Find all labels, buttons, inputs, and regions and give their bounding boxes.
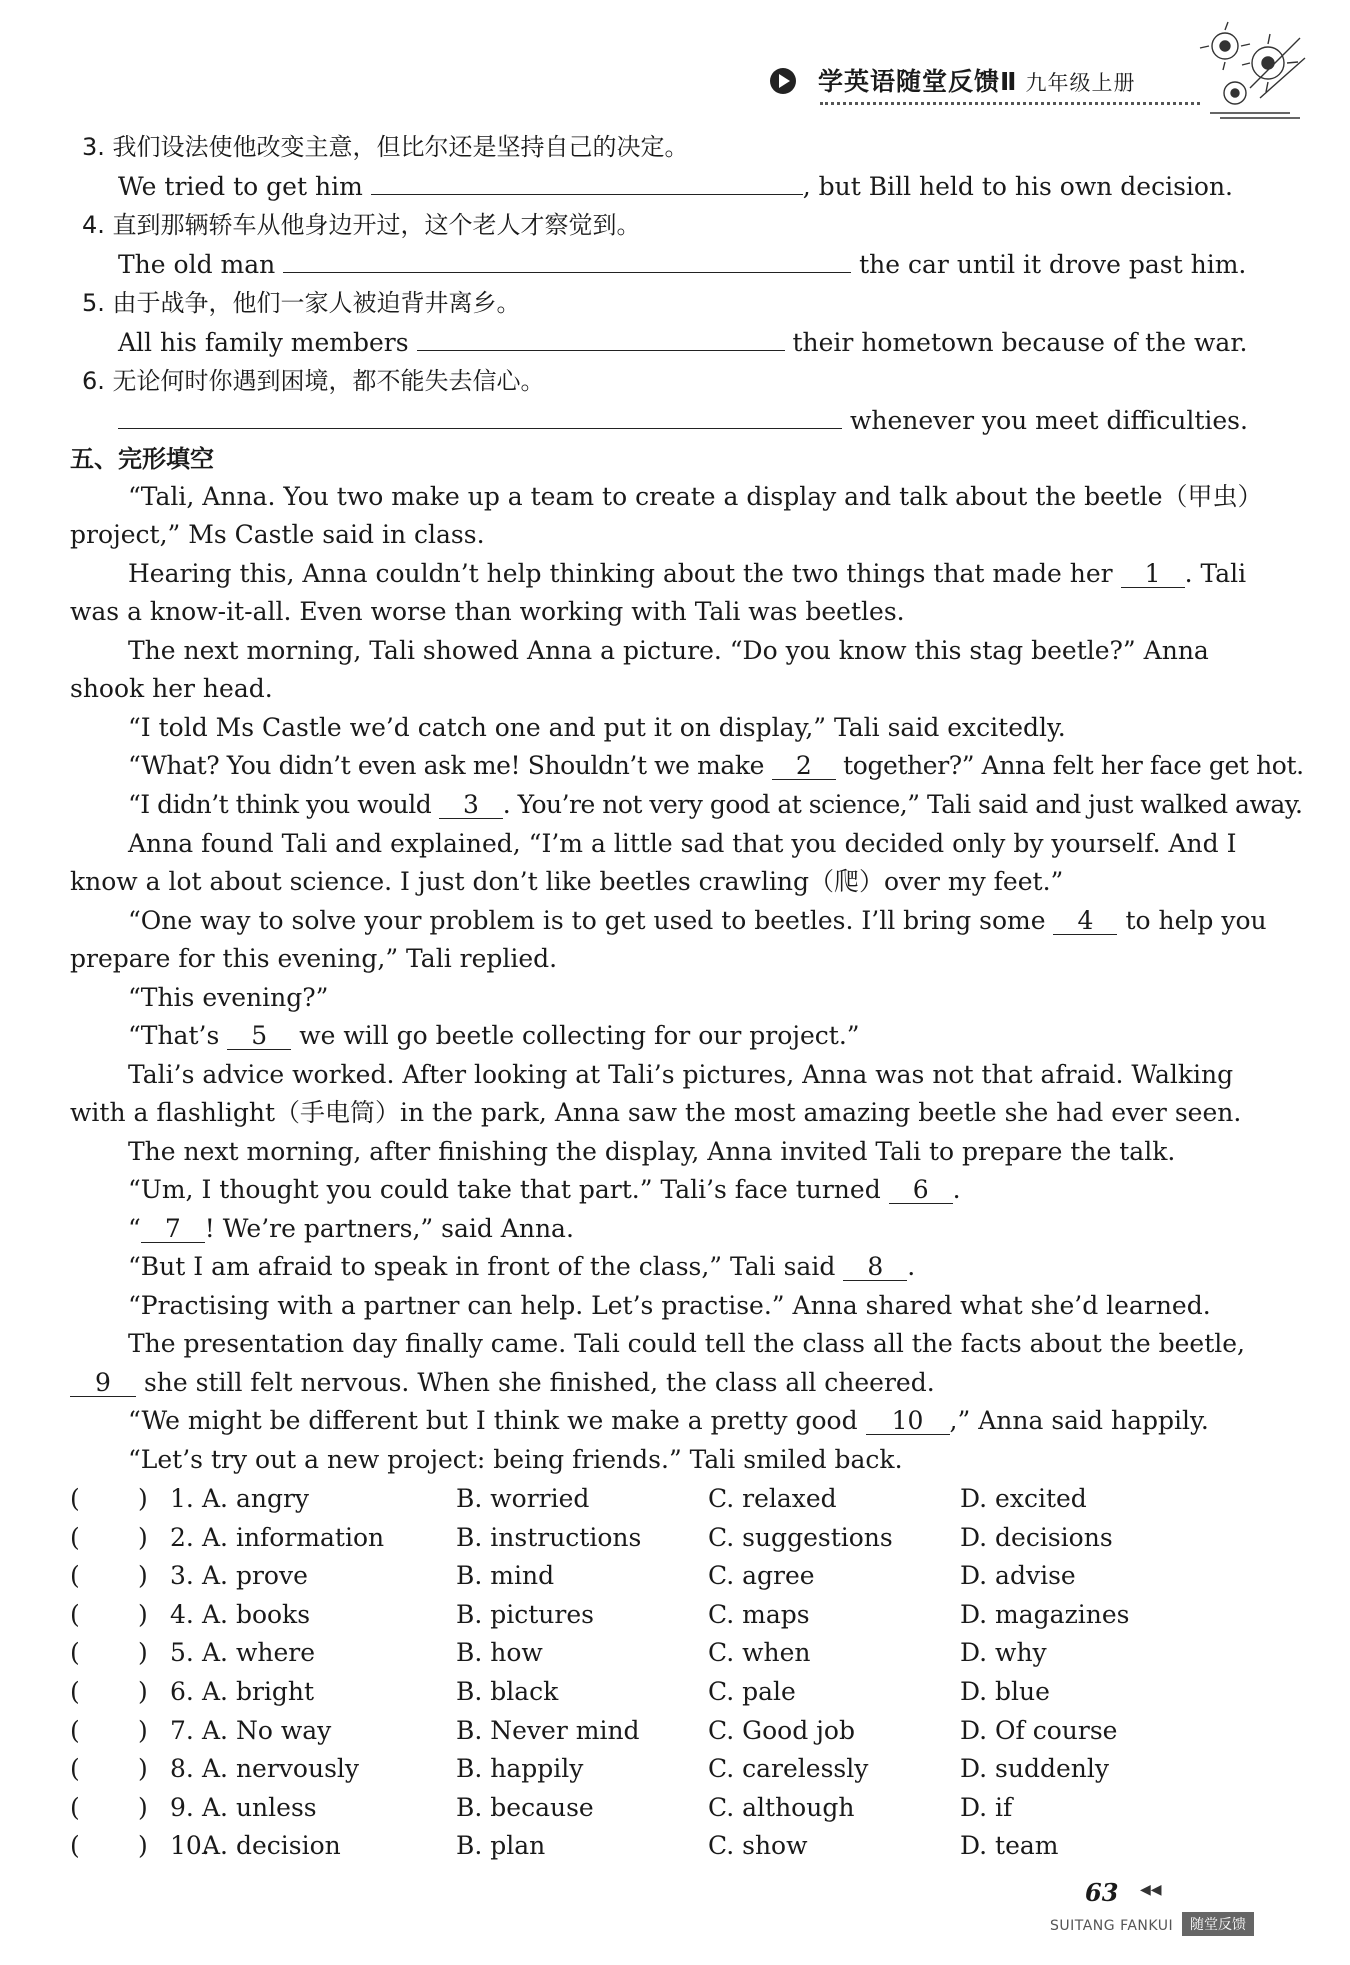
option-b[interactable]: B. black bbox=[456, 1677, 559, 1706]
option-d[interactable]: D. suddenly bbox=[960, 1754, 1109, 1784]
option-d[interactable]: D. advise bbox=[960, 1561, 1076, 1591]
passage-line: “Tali, Anna. You two make up a team to create a display and talk about the beetle（甲虫） bbox=[128, 482, 1263, 511]
footer-tag: 随堂反馈 bbox=[1182, 1912, 1254, 1936]
question-number: 9. bbox=[170, 1792, 194, 1822]
cloze-blank-10[interactable]: 10 bbox=[866, 1408, 950, 1435]
passage-line: prepare for this evening,” Tali replied. bbox=[70, 944, 558, 973]
answer-paren-close: ) bbox=[138, 1522, 148, 1552]
passage-line: The next morning, after finishing the display, Anna invited Tali to prepare the talk. bbox=[128, 1137, 1176, 1166]
cloze-blank-6[interactable]: 6 bbox=[889, 1177, 953, 1204]
footer-brand: SUITANG FANKUI bbox=[1050, 1918, 1174, 1934]
option-a[interactable]: A. books bbox=[202, 1599, 311, 1629]
option-c[interactable]: C. agree bbox=[708, 1561, 815, 1591]
answer-paren-open[interactable]: ( bbox=[70, 1522, 80, 1552]
passage-line: “But I am afraid to speak in front of the class,” Tali said 8 . bbox=[128, 1252, 916, 1281]
page-header bbox=[770, 60, 1190, 110]
book-subtitle: 九年级上册 bbox=[1025, 71, 1136, 95]
answer-paren-open[interactable]: ( bbox=[70, 1754, 80, 1784]
option-a[interactable]: A. information bbox=[202, 1522, 385, 1552]
answer-paren-close: ) bbox=[138, 1754, 148, 1784]
cloze-blank-5[interactable]: 5 bbox=[227, 1023, 291, 1050]
flower-decoration-icon bbox=[1190, 18, 1310, 128]
option-a[interactable]: A. bright bbox=[202, 1677, 315, 1706]
passage-line: Hearing this, Anna couldn’t help thinking about the two things that made her 1 . Tali bbox=[128, 559, 1247, 588]
question-row bbox=[70, 1754, 1270, 1786]
option-c[interactable]: C. relaxed bbox=[708, 1484, 837, 1513]
option-c[interactable]: C. show bbox=[708, 1831, 808, 1861]
question-row bbox=[70, 1677, 1270, 1709]
answer-paren-open[interactable]: ( bbox=[70, 1484, 80, 1513]
option-c[interactable]: C. pale bbox=[708, 1677, 796, 1706]
passage-line: was a know-it-all. Even worse than working with Tali was beetles. bbox=[70, 597, 905, 626]
passage-line: 9 she still felt nervous. When she finished, the class all cheered. bbox=[70, 1368, 935, 1398]
translation-6-english: whenever you meet difficulties. bbox=[118, 404, 1248, 436]
answer-paren-open[interactable]: ( bbox=[70, 1638, 80, 1668]
answer-paren-close: ) bbox=[138, 1831, 148, 1861]
answer-blank[interactable] bbox=[417, 326, 785, 351]
option-c[interactable]: C. maps bbox=[708, 1599, 810, 1629]
cloze-blank-7[interactable]: 7 bbox=[141, 1216, 205, 1243]
option-c[interactable]: C. suggestions bbox=[708, 1522, 893, 1552]
answer-paren-open[interactable]: ( bbox=[70, 1831, 80, 1861]
question-row bbox=[70, 1831, 1270, 1863]
question-number: 3. bbox=[170, 1561, 194, 1591]
option-d[interactable]: D. blue bbox=[960, 1677, 1050, 1706]
option-b[interactable]: B. plan bbox=[456, 1831, 546, 1861]
translation-4-chinese: 4. 直到那辆轿车从他身边开过，这个老人才察觉到。 bbox=[82, 211, 641, 239]
passage-line: Tali’s advice worked. After looking at Tali’s pictures, Anna was not that afraid. Walking bbox=[128, 1060, 1234, 1089]
question-number: 5. bbox=[170, 1638, 194, 1668]
option-b[interactable]: B. pictures bbox=[456, 1599, 594, 1629]
cloze-blank-4[interactable]: 4 bbox=[1053, 908, 1117, 935]
passage-line: “Practising with a partner can help. Let’s practise.” Anna shared what she’d learned. bbox=[128, 1291, 1211, 1320]
question-row bbox=[70, 1484, 1270, 1516]
answer-blank[interactable] bbox=[118, 404, 842, 429]
option-d[interactable]: D. Of course bbox=[960, 1715, 1118, 1745]
question-number: 10. bbox=[170, 1831, 210, 1861]
section-title: 五、完形填空 bbox=[70, 445, 214, 473]
option-c[interactable]: C. Good job bbox=[708, 1715, 855, 1745]
option-a[interactable]: A. prove bbox=[202, 1561, 308, 1591]
header-dotted-rule bbox=[820, 102, 1200, 105]
passage-line: The presentation day finally came. Tali could tell the class all the facts about the beetle, bbox=[128, 1329, 1245, 1358]
cloze-blank-8[interactable]: 8 bbox=[843, 1254, 907, 1281]
translation-3-english: We tried to get him , but Bill held to his own decision. bbox=[118, 172, 1234, 201]
answer-paren-close: ) bbox=[138, 1715, 148, 1745]
answer-blank[interactable] bbox=[371, 170, 803, 195]
page-number: 63 bbox=[1085, 1878, 1119, 1907]
passage-line: shook her head. bbox=[70, 674, 273, 703]
question-row bbox=[70, 1716, 1270, 1748]
passage-line: “Um, I thought you could take that part.” Tali’s face turned 6 . bbox=[128, 1175, 961, 1204]
option-d[interactable]: D. team bbox=[960, 1831, 1059, 1861]
question-row bbox=[70, 1638, 1270, 1670]
translation-5-chinese: 5. 由于战争，他们一家人被迫背井离乡。 bbox=[82, 289, 521, 317]
answer-blank[interactable] bbox=[283, 248, 851, 273]
answer-paren-close: ) bbox=[138, 1677, 148, 1706]
passage-line: with a flashlight（手电筒）in the park, Anna saw the most amazing beetle she had ever seen. bbox=[70, 1098, 1242, 1127]
option-a[interactable]: A. nervously bbox=[202, 1754, 360, 1784]
option-a[interactable]: A. unless bbox=[202, 1792, 317, 1822]
option-b[interactable]: B. mind bbox=[456, 1561, 555, 1591]
option-c[interactable]: C. when bbox=[708, 1638, 811, 1668]
passage-line: “One way to solve your problem is to get used to beetles. I’ll bring some 4 to help you bbox=[128, 906, 1267, 935]
option-d[interactable]: D. why bbox=[960, 1638, 1047, 1668]
translation-3-chinese: 3. 我们设法使他改变主意，但比尔还是坚持自己的决定。 bbox=[82, 133, 689, 161]
option-b[interactable]: B. worried bbox=[456, 1484, 590, 1513]
question-number: 1. bbox=[170, 1484, 194, 1513]
question-row bbox=[70, 1523, 1270, 1555]
cloze-blank-3[interactable]: 3 bbox=[439, 792, 503, 819]
option-b[interactable]: B. happily bbox=[456, 1754, 584, 1784]
passage-line: “What? You didn’t even ask me! Shouldn’t we make 2 together?” Anna felt her face get hot. bbox=[128, 751, 1304, 780]
passage-line: “That’s 5 we will go beetle collecting for our project.” bbox=[128, 1021, 860, 1050]
passage-line: know a lot about science. I just don’t like beetles crawling（爬）over my feet.” bbox=[70, 867, 1064, 896]
double-arrow-icon: ◀◀ bbox=[1140, 1882, 1162, 1898]
question-row bbox=[70, 1561, 1270, 1593]
question-row bbox=[70, 1600, 1270, 1632]
option-c[interactable]: C. carelessly bbox=[708, 1754, 869, 1784]
passage-line: Anna found Tali and explained, “I’m a little sad that you decided only by yourself. And I bbox=[128, 829, 1237, 858]
option-b[interactable]: B. instructions bbox=[456, 1522, 642, 1552]
answer-paren-close: ) bbox=[138, 1638, 148, 1668]
answer-paren-open[interactable]: ( bbox=[70, 1792, 80, 1822]
option-d[interactable]: D. excited bbox=[960, 1484, 1087, 1513]
option-d[interactable]: D. magazines bbox=[960, 1599, 1130, 1629]
cloze-blank-9[interactable]: 9 bbox=[70, 1370, 136, 1397]
answer-paren-close: ) bbox=[138, 1561, 148, 1591]
answer-paren-open[interactable]: ( bbox=[70, 1561, 80, 1591]
option-d[interactable]: D. decisions bbox=[960, 1522, 1113, 1552]
option-b[interactable]: B. how bbox=[456, 1638, 543, 1668]
question-number: 8. bbox=[170, 1754, 194, 1784]
passage-line: “Let’s try out a new project: being friends.” Tali smiled back. bbox=[128, 1445, 903, 1474]
option-b[interactable]: B. because bbox=[456, 1792, 594, 1822]
passage-line: The next morning, Tali showed Anna a picture. “Do you know this stag beetle?” Anna bbox=[128, 636, 1209, 665]
answer-paren-close: ) bbox=[138, 1599, 148, 1629]
option-a[interactable]: A. where bbox=[202, 1638, 315, 1668]
option-c[interactable]: C. although bbox=[708, 1792, 855, 1822]
question-row bbox=[70, 1793, 1270, 1825]
question-number: 6. bbox=[170, 1677, 194, 1706]
passage-line: “This evening?” bbox=[128, 983, 329, 1012]
question-number: 4. bbox=[170, 1599, 194, 1629]
translation-5-english: All his family members their hometown because of the war. bbox=[118, 328, 1248, 357]
cloze-blank-1[interactable]: 1 bbox=[1121, 561, 1185, 588]
question-number: 2. bbox=[170, 1522, 194, 1552]
answer-paren-open[interactable]: ( bbox=[70, 1599, 80, 1629]
passage-line: project,” Ms Castle said in class. bbox=[70, 520, 485, 549]
option-a[interactable]: A. decision bbox=[202, 1831, 341, 1861]
book-title: 学英语随堂反馈Ⅱ 九年级上册 bbox=[818, 67, 1136, 96]
passage-line: “I didn’t think you would 3 . You’re not very good at science,” Tali said and just walked away. bbox=[128, 790, 1303, 819]
play-icon bbox=[770, 68, 796, 94]
option-a[interactable]: A. No way bbox=[202, 1715, 332, 1745]
answer-paren-close: ) bbox=[138, 1792, 148, 1822]
answer-paren-open[interactable]: ( bbox=[70, 1677, 80, 1706]
option-a[interactable]: A. angry bbox=[202, 1484, 310, 1513]
passage-line: “ 7 ! We’re partners,” said Anna. bbox=[128, 1214, 574, 1243]
passage-line: “We might be different but I think we make a pretty good 10 ,” Anna said happily. bbox=[128, 1406, 1209, 1435]
answer-paren-open[interactable]: ( bbox=[70, 1715, 80, 1745]
option-b[interactable]: B. Never mind bbox=[456, 1715, 640, 1745]
question-number: 7. bbox=[170, 1715, 194, 1745]
answer-paren-close: ) bbox=[138, 1484, 148, 1513]
translation-4-english: The old man the car until it drove past him. bbox=[118, 250, 1247, 279]
option-d[interactable]: D. if bbox=[960, 1792, 1013, 1822]
translation-6-chinese: 6. 无论何时你遇到困境，都不能失去信心。 bbox=[82, 367, 545, 395]
passage-line: “I told Ms Castle we’d catch one and put it on display,” Tali said excitedly. bbox=[128, 713, 1066, 742]
cloze-blank-2[interactable]: 2 bbox=[772, 753, 836, 780]
